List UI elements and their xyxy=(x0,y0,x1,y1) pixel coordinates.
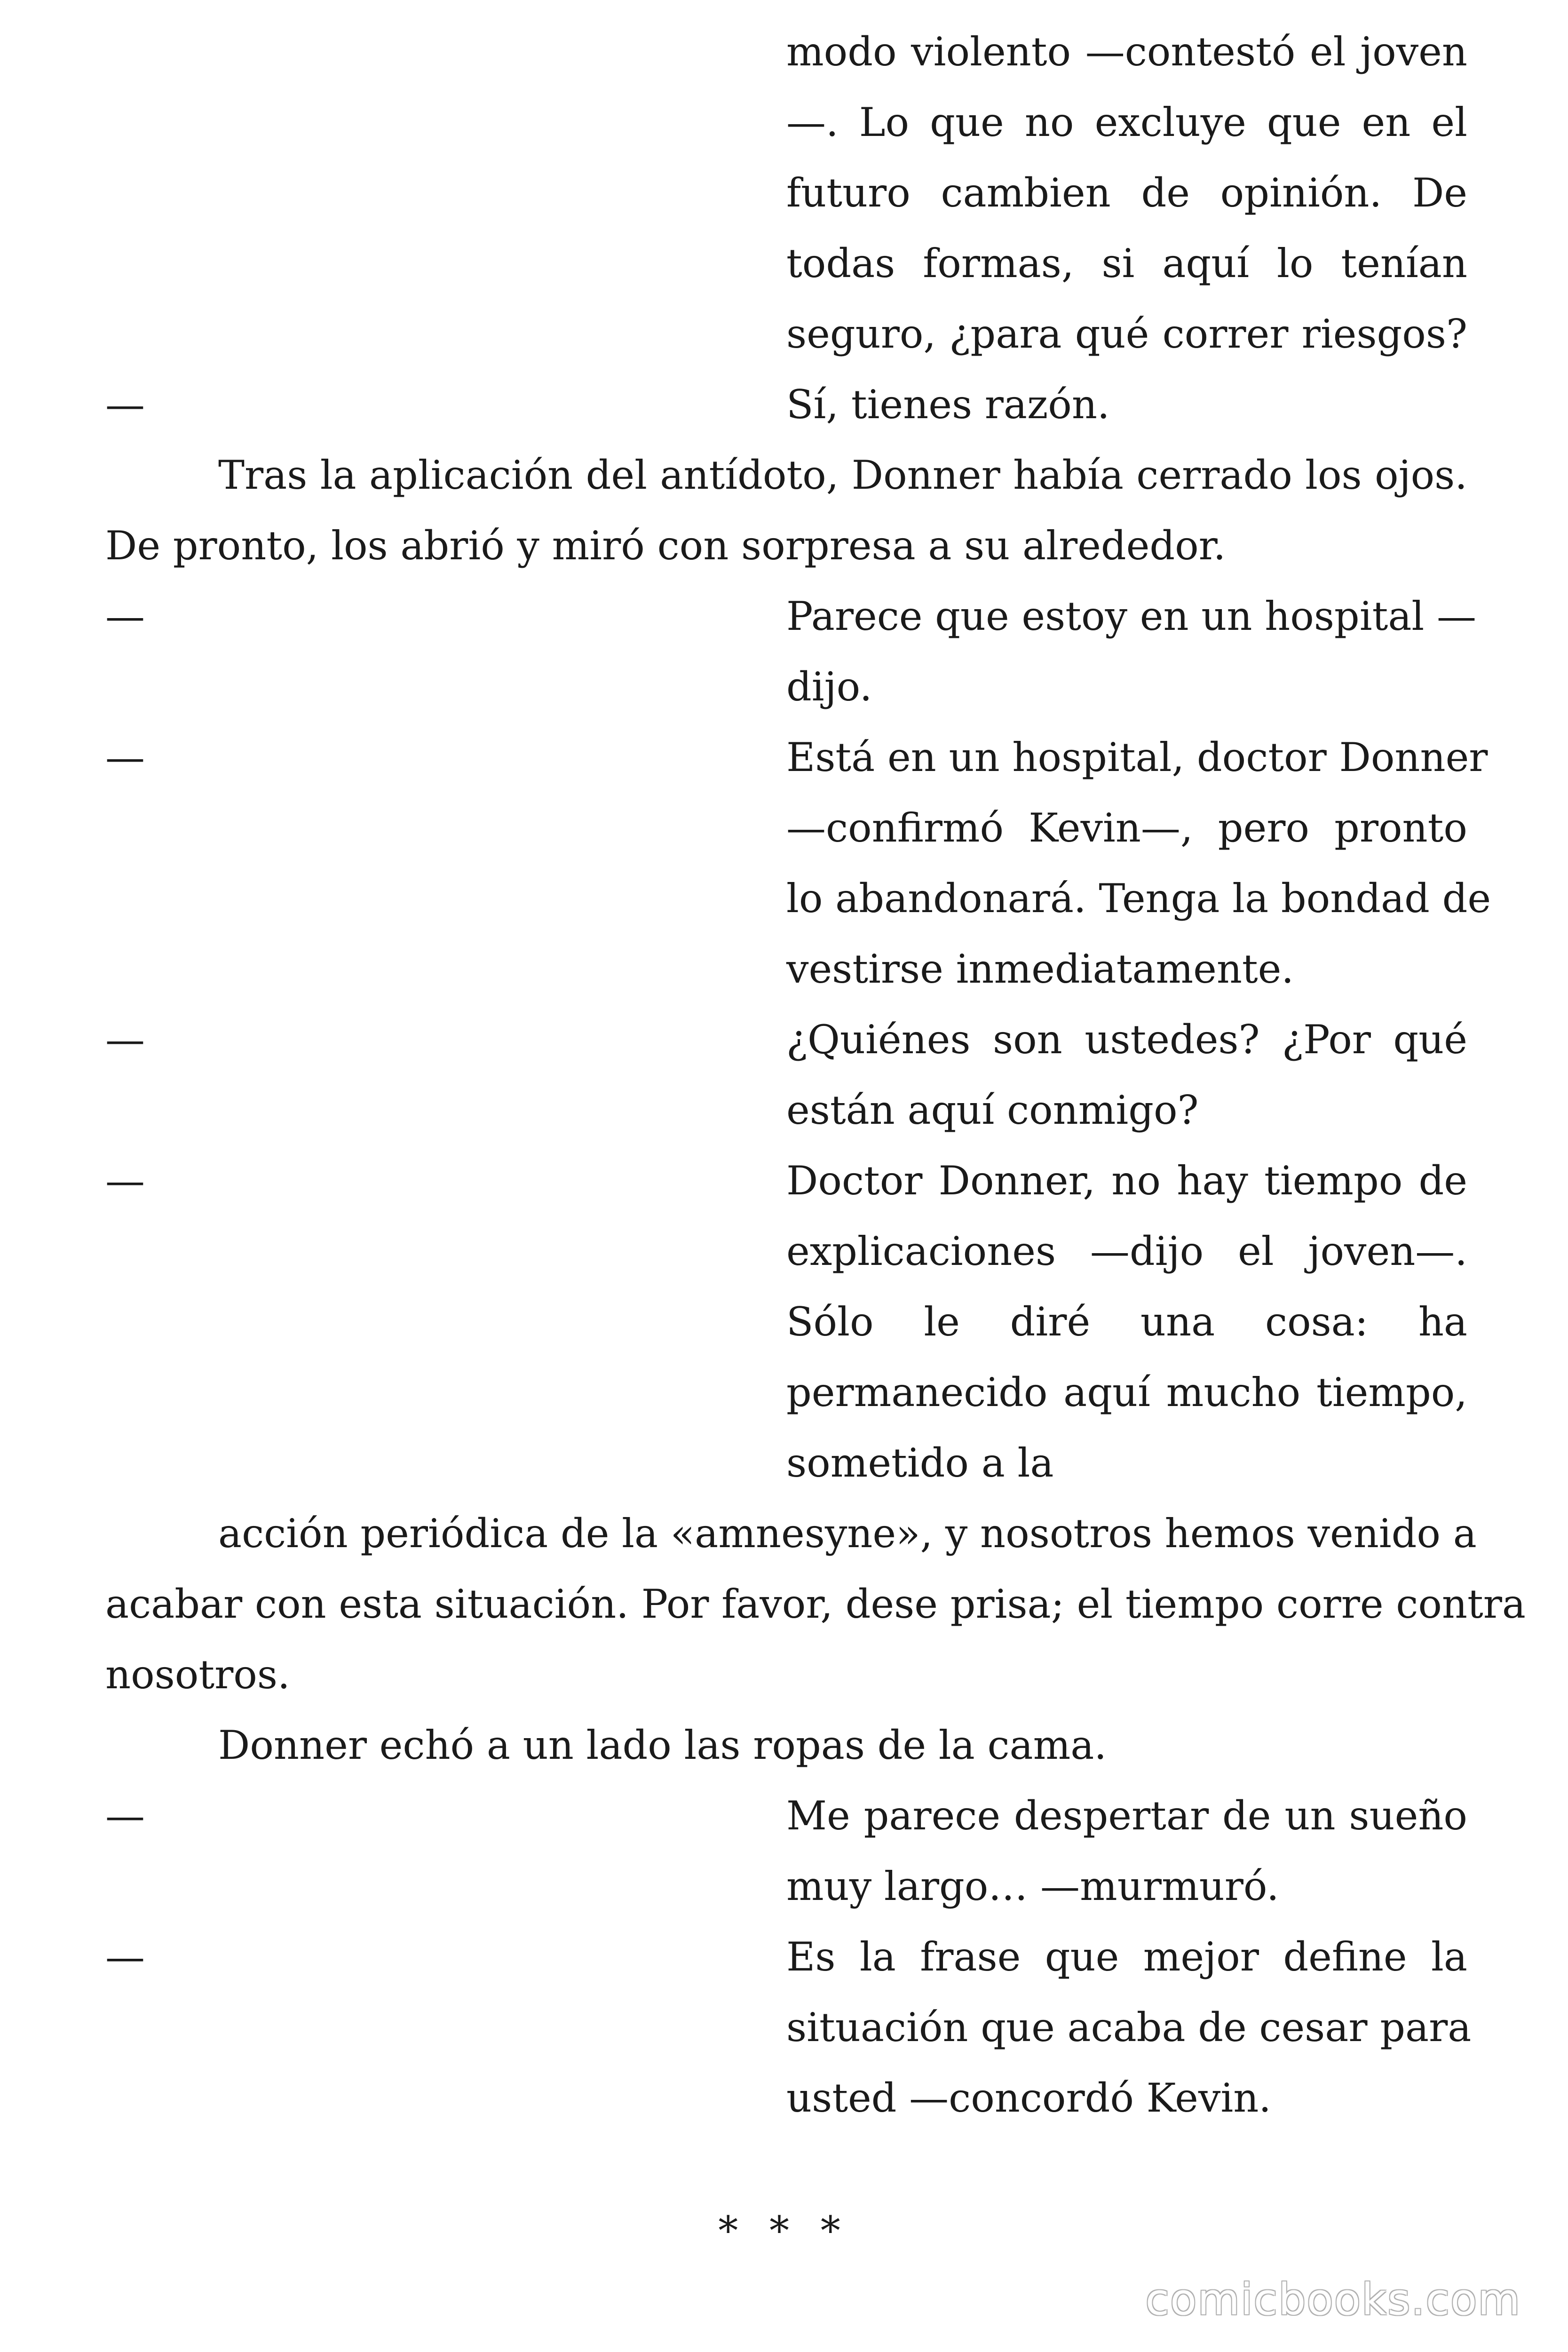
text-line: Está en un hospital, doctor Donner xyxy=(786,734,1488,780)
dialogue-dash: — xyxy=(105,734,145,780)
text-line: sometido a la xyxy=(786,1440,1054,1486)
text-line: dijo. xyxy=(786,664,872,710)
text-line: nosotros. xyxy=(105,1652,290,1698)
text-line: ¿Quiénes son ustedes? ¿Por qué xyxy=(786,1017,1467,1063)
paragraph-first-line: Donner echó a un lado las ropas de la cama. xyxy=(218,1722,1107,1768)
text-line: muy largo… —murmuró. xyxy=(786,1863,1279,1909)
text-line: Parece que estoy en un hospital — xyxy=(786,593,1476,639)
paragraph-first-line: Tras la aplicación del antídoto, Donner había cerrado los ojos. xyxy=(218,452,1467,498)
text-line: están aquí conmigo? xyxy=(786,1087,1199,1133)
text-line: —. Lo que no excluye que en el xyxy=(786,99,1467,145)
dialogue-dash: — xyxy=(105,381,145,428)
text-line: permanecido aquí mucho tiempo, xyxy=(786,1369,1467,1415)
watermark-logo: comicbooks.com xyxy=(1145,2274,1521,2325)
text-line: seguro, ¿para qué correr riesgos? xyxy=(786,311,1467,357)
text-line: explicaciones —dijo el joven—. xyxy=(786,1228,1467,1274)
text-line: vestirse inmediatamente. xyxy=(786,946,1294,992)
section-separator: * * * xyxy=(718,2208,850,2254)
dialogue-dash: — xyxy=(105,1017,145,1063)
text-line: Sí, tienes razón. xyxy=(786,381,1110,428)
text-line: acabar con esta situación. Por favor, dese prisa; el tiempo corre contra xyxy=(105,1581,1526,1627)
text-line: modo violento —contestó el joven xyxy=(786,29,1467,75)
text-line: Doctor Donner, no hay tiempo de xyxy=(786,1158,1467,1204)
text-line: lo abandonará. Tenga la bondad de xyxy=(786,875,1491,922)
dialogue-dash: — xyxy=(105,1934,145,1980)
text-line: usted —concordó Kevin. xyxy=(786,2075,1272,2121)
text-line: todas formas, si aquí lo tenían xyxy=(786,240,1467,286)
text-line: futuro cambien de opinión. De xyxy=(786,170,1467,216)
text-line: Es la frase que mejor define la xyxy=(786,1934,1467,1980)
text-line: Me parece despertar de un sueño xyxy=(786,1793,1467,1839)
text-line: De pronto, los abrió y miró con sorpresa a su alrededor. xyxy=(105,523,1226,569)
text-line: Sólo le diré una cosa: ha xyxy=(786,1299,1467,1345)
dialogue-dash: — xyxy=(105,1158,145,1204)
text-line: —confirmó Kevin—, pero pronto xyxy=(786,805,1467,851)
dialogue-dash: — xyxy=(105,1793,145,1839)
text-line: situación que acaba de cesar para xyxy=(786,2004,1472,2050)
paragraph-first-line: acción periódica de la «amnesyne», y nosotros hemos venido a xyxy=(218,1510,1477,1557)
dialogue-dash: — xyxy=(105,593,145,639)
